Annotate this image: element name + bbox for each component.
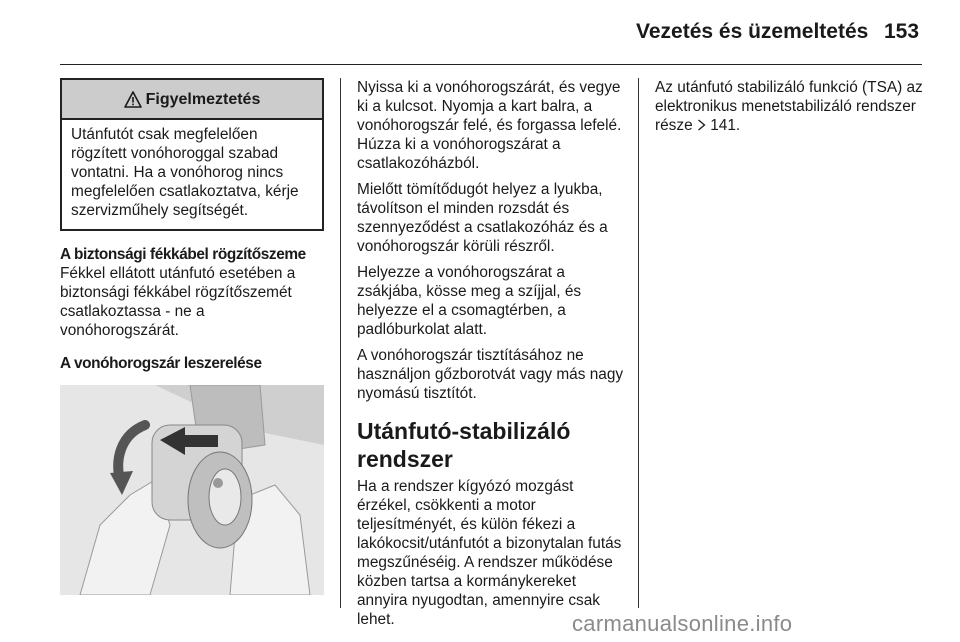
section-title: Utánfutó-stabilizáló rendszer	[357, 418, 571, 472]
section-subheading: A vonóhorogszár leszerelése	[60, 355, 262, 372]
paragraph: Mielőtt tömítődugót helyez a lyukba, távolítson el minden rozsdát és szennyeződést a csatlakozóház és a vonóhorogszár körüli részről.	[357, 181, 608, 255]
column-right	[655, 78, 925, 135]
warning-title: Figyelmeztetés	[145, 90, 261, 108]
paragraph: Fékkel ellátott utánfutó esetében a biztonsági fékkábel rögzítőszemét csatlakoztassa - ne a vonóhorogszárát.	[60, 265, 296, 339]
page-number: 153	[884, 20, 920, 43]
column-divider	[340, 78, 341, 608]
page-reference-arrow-icon[interactable]	[697, 117, 710, 134]
section-subheading: A biztonsági fékkábel rögzítőszeme	[60, 246, 306, 263]
column-divider	[638, 78, 639, 608]
header-rule	[60, 64, 922, 65]
paragraph: Nyissa ki a vonóhorogszárát, és vegye ki a kulcsot. Nyomja a kart balra, a vonóhorogszár felé, és forgassa lefelé. Húzza ki a vonóhorogszárat a csatlakozóházból.	[357, 79, 622, 172]
page-header-title: Vezetés és üzemeltetés	[636, 20, 869, 43]
page-reference[interactable]: 141.	[710, 117, 741, 134]
paragraph: Helyezze a vonóhorogszárat a zsákjába, kösse meg a szíjjal, és helyezze el a csomagtérben, a padlóburkolat alatt.	[357, 264, 582, 338]
paragraph	[655, 78, 925, 135]
warning-triangle-icon	[124, 91, 142, 108]
paragraph-text: Az utánfutó stabilizáló funkció (TSA) az elektronikus menetstabilizáló rendszer része	[655, 79, 923, 134]
warning-box	[60, 78, 324, 231]
paragraph: Ha a rendszer kígyózó mozgást érzékel, csökkenti a motor teljesítményét, és külön fékezi a lakókocsit/utánfutót a bizonytalan futás megszűnéséig. A rendszer működése közben tartsa a kormánykereket annyira nyugodtan, amennyire csak lehet.	[357, 478, 622, 628]
column-middle	[357, 78, 627, 629]
tow-bar-removal-illustration	[60, 385, 324, 595]
column-left	[60, 78, 324, 595]
warning-header	[62, 80, 322, 120]
warning-text: Utánfutót csak megfelelően rögzített vonóhoroggal szabad vontatni. Ha a vonóhorog nincs megfelelően csatlakoztatva, kérje szervizműhely segítségét.	[71, 126, 299, 219]
watermark: carmanualsonline.info	[572, 611, 793, 636]
paragraph: A vonóhorogszár tisztításához ne használjon gőzborotvát vagy más nagy nyomású tisztítót.	[357, 347, 624, 402]
